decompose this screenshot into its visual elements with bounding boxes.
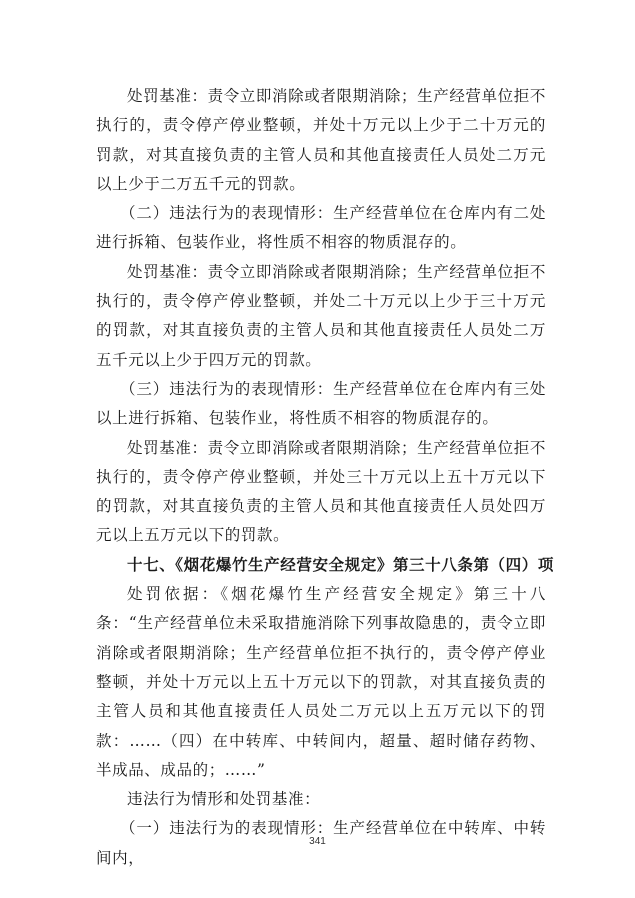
paragraph-violation-intro: 违法行为情形和处罚基准： <box>127 790 321 809</box>
paragraph-violation-case-1: （一）违法行为的表现情形：生产经营单位在中转库、中转间内， <box>96 819 546 867</box>
document-body <box>96 82 554 873</box>
section-heading-17: 十七、《烟花爆竹生产经营安全规定》第三十八条第（四）项 <box>127 555 554 574</box>
paragraph-penalty-basis: 处罚依据：《烟花爆竹生产经营安全规定》第三十八条：“生产经营单位未采取措施消除下列事故隐患的，责令立即消除或者限期消除；生产经营单位拒不执行的，责令停产停业整顿，并处十万元以上五十万元以下的罚款，对其直接负责的主管人员和其他直接责任人员处二万元以上五万元以下的罚款：……（四）在中转库、中转间内，超量、超时储存药物、半成品、成品的；……” <box>96 585 546 779</box>
page-number: 341 <box>309 836 326 847</box>
paragraph-penalty-standard-1: 处罚基准：责令立即消除或者限期消除；生产经营单位拒不执行的，责令停产停业整顿，并处十万元以上少于二十万元的罚款，对其直接负责的主管人员和其他直接责任人员处二万元以上少于二万五千元的罚款。 <box>96 87 546 193</box>
paragraph-violation-case-3: （三）违法行为的表现情形：生产经营单位在仓库内有三处以上进行拆箱、包装作业，将性质不相容的物质混存的。 <box>96 379 546 428</box>
paragraph-penalty-standard-2: 处罚基准：责令立即消除或者限期消除；生产经营单位拒不执行的，责令停产停业整顿，并处二十万元以上少于三十万元的罚款，对其直接负责的主管人员和其他直接责任人员处二万五千元以上少于四万元的罚款。 <box>96 262 546 369</box>
paragraph-violation-case-2: （二）违法行为的表现情形：生产经营单位在仓库内有二处进行拆箱、包装作业，将性质不相容的物质混存的。 <box>96 204 546 252</box>
paragraph-penalty-standard-3: 处罚基准：责令立即消除或者限期消除；生产经营单位拒不执行的，责令停产停业整顿，并处三十万元以上五十万元以下的罚款，对其直接负责的主管人员和其他直接责任人员处四万元以上五万元以下的罚款。 <box>96 438 546 545</box>
